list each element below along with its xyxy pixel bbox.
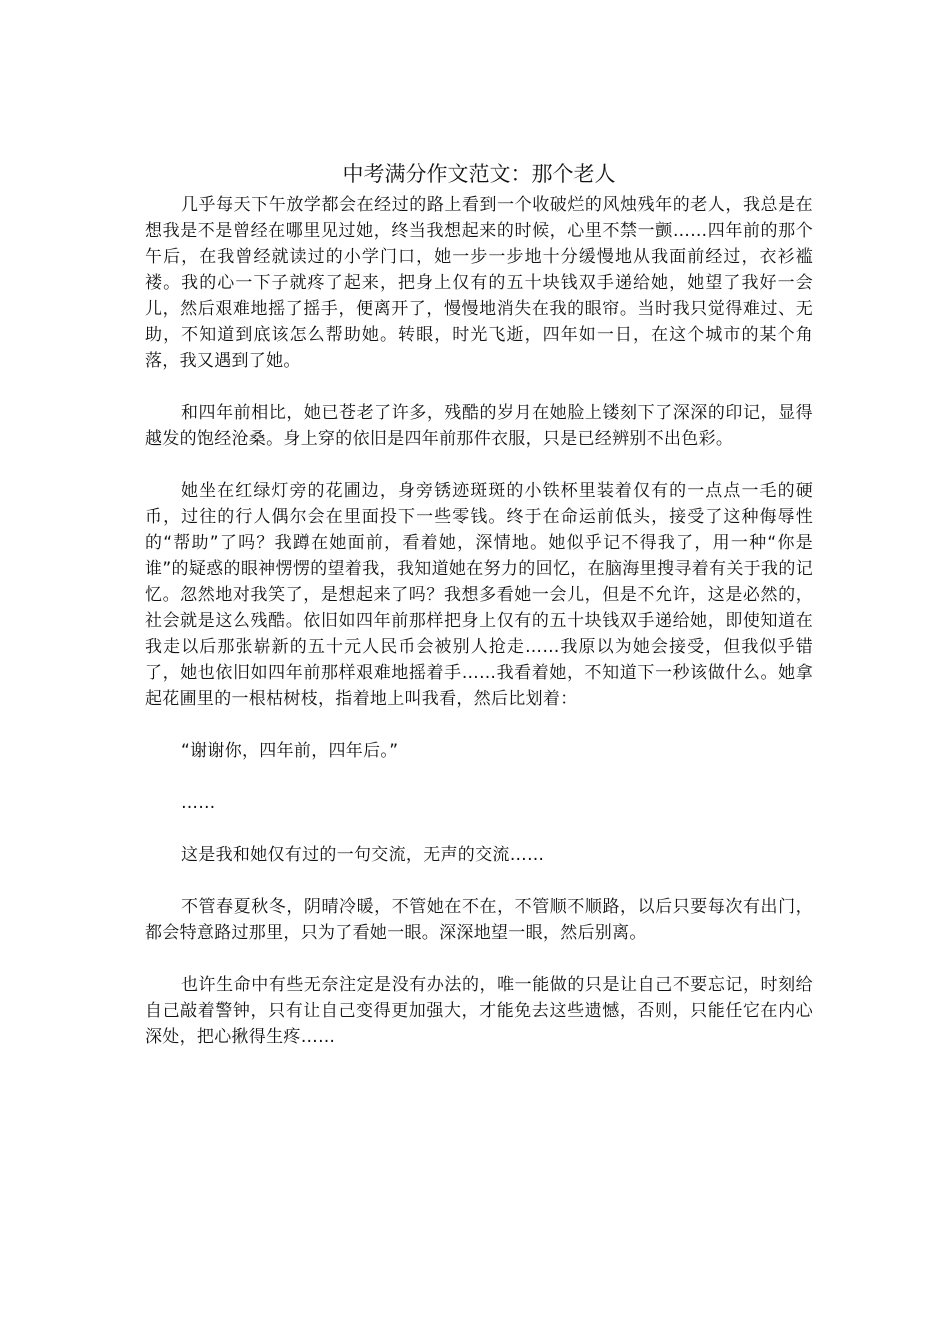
paragraph: 这是我和她仅有过的一句交流，无声的交流……	[181, 845, 545, 865]
paragraph: 不管春夏秋冬，阴晴冷暖，不管她在不在，不管顺不顺路，以后只要每次有出门，都会特意路过那里，只为了看她一眼。深深地望一眼，然后别离。	[145, 897, 813, 943]
paragraph: 也许生命中有些无奈注定是没有办法的，唯一能做的只是让自己不要忘记，时刻给自己敲着警钟，只有让自己变得更加强大，才能免去这些遗憾，否则，只能任它在内心深处，把心揪得生疼……	[145, 975, 813, 1047]
paragraph: 和四年前相比，她已苍老了许多，残酷的岁月在她脸上镂刻下了深深的印记，显得越发的饱经沧桑。身上穿的依旧是四年前那件衣服，只是已经辨别不出色彩。	[145, 403, 813, 449]
document-page	[145, 158, 813, 1076]
paragraph: ……	[181, 793, 216, 813]
paragraph: 几乎每天下午放学都会在经过的路上看到一个收破烂的风烛残年的老人，我总是在想我是不是曾经在哪里见过她，终当我想起来的时候，心里不禁一颤……四年前的那个午后，在我曾经就读过的小学门口，她一步一步地十分缓慢地从我面前经过，衣衫褴褛。我的心一下子就疼了起来，把身上仅有的五十块钱双手递给她，她望了我好一会儿，然后艰难地摇了摇手，便离开了，慢慢地消失在我的眼帘。当时我只觉得难过、无助，不知道到底该怎么帮助她。转眼，时光飞逝，四年如一日，在这个城市的某个角落，我又遇到了她。	[145, 195, 813, 371]
paragraph: 她坐在红绿灯旁的花圃边，身旁锈迹斑斑的小铁杯里装着仅有的一点点一毛的硬币，过往的行人偶尔会在里面投下一些零钱。终于在命运前低头，接受了这种侮辱性的“帮助”了吗？我蹲在她面前，看着她，深情地。她似乎记不得我了，用一种“你是谁”的疑惑的眼神愣愣的望着我，我知道她在努力的回忆，在脑海里搜寻着有关于我的记忆。忽然地对我笑了，是想起来了吗？我想多看她一会儿，但是不允许，这是必然的，社会就是这么残酷。依旧如四年前那样把身上仅有的五十块钱双手递给她，即使知道在我走以后那张崭新的五十元人民币会被别人抢走……我原以为她会接受，但我似乎错了，她也依旧如四年前那样艰难地摇着手……我看着她，不知道下一秒该做什么。她拿起花圃里的一根枯树枝，指着地上叫我看，然后比划着：	[145, 481, 813, 709]
document-title: 中考满分作文范文：那个老人	[342, 162, 616, 186]
paragraph: “谢谢你，四年前，四年后。”	[181, 741, 399, 761]
